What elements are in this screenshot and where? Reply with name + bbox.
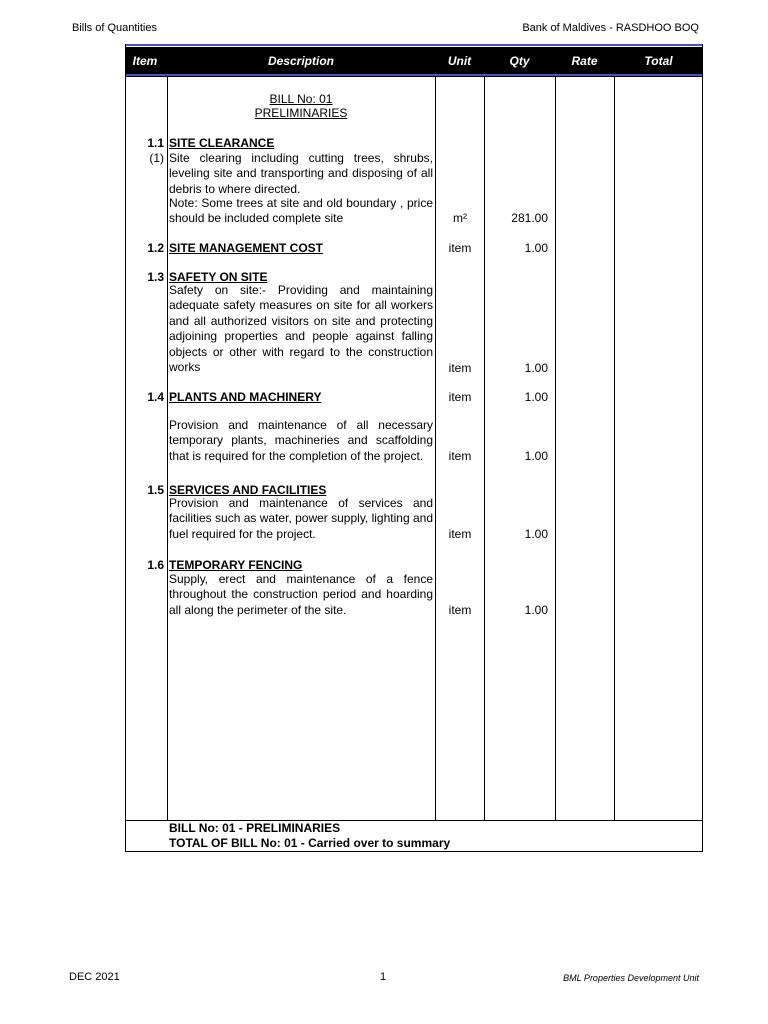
- grid-line: [484, 76, 485, 820]
- grid-line: [167, 76, 168, 820]
- item-heading: SERVICES AND FACILITIES: [169, 483, 327, 497]
- item-number: 1.6: [147, 558, 164, 572]
- item-unit: item: [448, 527, 472, 541]
- col-item: Item: [132, 54, 158, 68]
- item-heading: TEMPORARY FENCING: [169, 558, 303, 572]
- item-description: Supply, erect and maintenance of a fence throughout the construction period and hoarding all along the perimeter of the site.: [169, 572, 433, 617]
- page-header-right: Bank of Maldives - RASDHOO BOQ: [522, 22, 699, 34]
- item-qty: 1.00: [524, 241, 548, 255]
- item-unit: m²: [453, 211, 467, 225]
- col-rate: Rate: [571, 54, 598, 68]
- item-qty: 1.00: [524, 390, 548, 404]
- item-number: 1.5: [147, 483, 164, 497]
- item-unit: item: [448, 603, 472, 617]
- bill-number: BILL No: 01: [269, 92, 333, 106]
- item-heading: SAFETY ON SITE: [169, 270, 268, 284]
- col-unit: Unit: [447, 54, 472, 68]
- item-number: 1.2: [147, 241, 164, 255]
- item-qty: 281.00: [511, 211, 548, 225]
- item-description: Provision and maintenance of services and facilities such as water, power supply, lighting and fuel required for the project.: [169, 496, 433, 541]
- page-footer-right: BML Properties Development Unit: [563, 973, 699, 983]
- item-description: Safety on site:- Providing and maintaining adequate safety measures on site for all workers and all authorized visitors on site and protecting adjoining properties and people against falling objects or other with regard to the construction works: [169, 283, 433, 375]
- total-line-bill: BILL No: 01 - PRELIMINARIES: [169, 821, 341, 835]
- item-description: Site clearing including cutting trees, shrubs, leveling site and transporting and disposing of all debris to where directed.: [169, 151, 433, 196]
- item-note: Note: Some trees at site and old boundary , price should be included complete site: [169, 196, 433, 226]
- item-unit: item: [448, 241, 472, 255]
- item-number: 1.3: [147, 270, 164, 284]
- item-heading: SITE CLEARANCE: [169, 136, 275, 150]
- item-qty: 1.00: [524, 527, 548, 541]
- sub-item-number: (1): [149, 151, 164, 165]
- bill-name: PRELIMINARIES: [254, 106, 348, 120]
- item-description: Provision and maintenance of all necessary temporary plants, machineries and scaffolding that is required for the completion of the project.: [169, 418, 433, 463]
- page-header-left: Bills of Quantities: [72, 22, 157, 34]
- col-total: Total: [644, 54, 673, 68]
- page-footer-left: DEC 2021: [69, 971, 120, 983]
- grid-line: [555, 76, 556, 820]
- item-unit: item: [448, 390, 472, 404]
- item-qty: 1.00: [524, 449, 548, 463]
- col-description: Description: [267, 54, 334, 68]
- col-qty: Qty: [509, 54, 530, 68]
- table-top-rule: [125, 44, 703, 46]
- item-heading: SITE MANAGEMENT COST: [169, 241, 324, 255]
- item-qty: 1.00: [524, 361, 548, 375]
- item-number: 1.4: [147, 390, 164, 404]
- item-qty: 1.00: [524, 603, 548, 617]
- total-line-carried: TOTAL OF BILL No: 01 - Carried over to summary: [169, 836, 451, 850]
- table-header: [125, 47, 703, 74]
- grid-line: [702, 44, 703, 852]
- item-heading: PLANTS AND MACHINERY: [169, 390, 322, 404]
- item-number: 1.1: [147, 136, 164, 150]
- item-unit: item: [448, 449, 472, 463]
- grid-line: [125, 76, 703, 77]
- grid-line: [614, 76, 615, 820]
- grid-line: [435, 76, 436, 820]
- page-number: 1: [380, 971, 387, 983]
- item-unit: item: [448, 361, 472, 375]
